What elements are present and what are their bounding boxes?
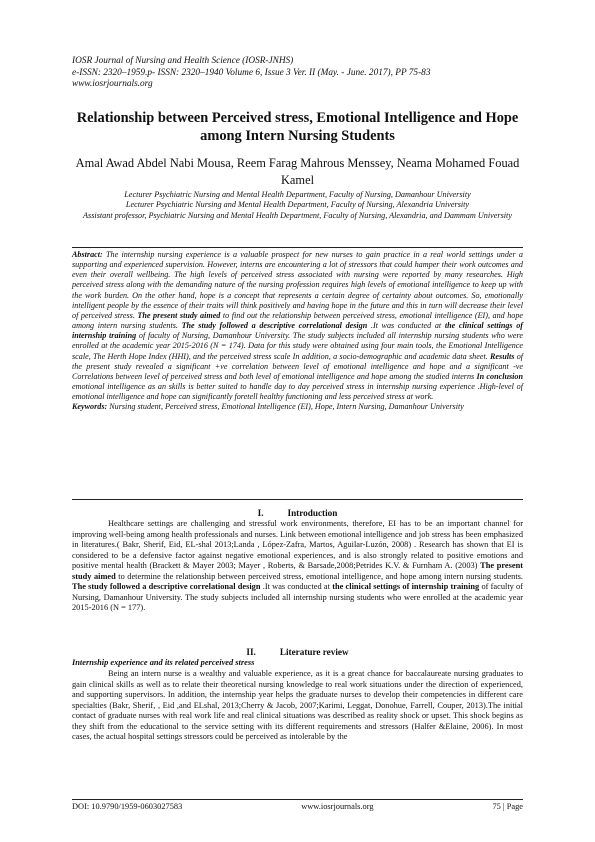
intro-design: .It was conducted at bbox=[262, 582, 330, 592]
abstract-aim-label: The present study aimed bbox=[137, 310, 221, 320]
abstract-design-label: The study followed a descriptive correlational design bbox=[181, 321, 368, 331]
intro-text: Healthcare settings are challenging and stressful work environments, therefore, EI has to be an important channel for improving well-being among health professionals and nurses. Link between emotional intelligence and job stress has been emphasized in literatures.( Bakr, Sherif, Eid, EL-shal 2013;Landa , López-Zafra, Martos, Aguilar-Luzón, 2008) . Research has shown that EI is considered to be a defensive factor against negative emotional experiences, and is also strongly related to positive emotions and positive mental health (Brackett & Mayer 2003; Mayer , Roberts, & Barsade,2008;Petrides K.V. & Furnham A. (2003) bbox=[72, 519, 523, 571]
intro-aim-label: The present study aimed bbox=[72, 561, 523, 581]
page-number: 75 | Page bbox=[492, 802, 523, 811]
keywords-text: Nursing student, Perceived stress, Emotional Intelligence (EI), Hope, Intern Nursing, Damanhour University bbox=[109, 402, 464, 412]
introduction-paragraph bbox=[72, 519, 523, 614]
intro-setting: of faculty of Nursing, Damanhour University. The study subjects included all internship nursing students who were enrolled at the academic year 2015-2016 (N = 177). bbox=[72, 582, 523, 613]
abstract-design: .It was conducted at bbox=[370, 321, 442, 331]
paper-title: Relationship between Perceived stress, Emotional Intelligence and Hope among Intern Nursing Students bbox=[76, 110, 519, 144]
literature-paragraph: Being an intern nurse is a wealthy and valuable experience, as it is a great chance for baccalaureate nursing graduates to gain clinical skills as well as to relate their theoretical nursing knowledge to real work situations under the direction of experienced, and supporting supervisors. In addition, the internship year helps the graduate nurses to develop their competencies in different care specialties (Bakr, Sherif, , Eid ,and ELshal, 2013;Cherry & Jacob, 2007;Karimi, Leggat, Donohue, Farrell, Couper, 2013).The initial contact of graduate nurses with real work life and real clinical situations was described as reality shock or upset. This shock begins as they shift from the educational to the service setting with its different requirements and stressors (Halfer &Elaine, 2006). In most cases, the actual hospital settings stressors could be perceived as intolerable by the bbox=[72, 669, 523, 742]
section-title: Introduction bbox=[287, 508, 338, 518]
abstract-aim: to find out the relationship between perceived stress, emotional intelligence (EI), and hope among intern nursing students. bbox=[72, 310, 524, 331]
doi[interactable]: DOI: 10.9790/1959-0603027583 bbox=[72, 802, 183, 811]
footer-rule bbox=[72, 799, 523, 800]
affiliations bbox=[72, 190, 523, 221]
abstract-conclusion-label: In conclusion bbox=[476, 371, 523, 381]
intro-aim: to determine the relationship between perceived stress, emotional intelligence, and hope among intern nursing students. bbox=[118, 571, 523, 581]
journal-name: IOSR Journal of Nursing and Health Science (IOSR-JNHS) bbox=[72, 56, 294, 66]
intro-design-label: The study followed a descriptive correlational design bbox=[72, 582, 261, 592]
affiliation-1: Lecturer Psychiatric Nursing and Mental Health Department, Faculty of Nursing, Damanhour University bbox=[124, 190, 471, 199]
affiliation-2: Lecturer Psychiatric Nursing and Mental Health Department, Faculty of Nursing, Alexandria University bbox=[125, 200, 470, 210]
abstract-setting-label: the clinical settings of internship training bbox=[72, 321, 523, 341]
abstract-conclusion: emotional intelligence as an skills is better suited to handle day to day perceived stress in internship nursing experience .High-level of emotional intelligence and hope can significantly foretell healthy functioning and less perceived stress at work. bbox=[72, 382, 523, 402]
subsection-heading: Internship experience and its related perceived stress bbox=[72, 658, 255, 667]
abstract-results: of the present study revealed a significant +ve correlation between level of emotional intelligence and hope and a significant -ve Correlations between level of perceived stress and both level of emotional intelligence and hope among the studied interns bbox=[72, 351, 524, 381]
intro-setting-label: the clinical settings of internship training bbox=[332, 582, 480, 592]
abstract-results-label: Results bbox=[490, 351, 515, 361]
page-footer bbox=[72, 801, 523, 812]
section-heading-introduction bbox=[72, 508, 523, 519]
keywords bbox=[72, 402, 523, 412]
abstract-intro: The internship nursing experience is a valuable prospect for new nurses to gain practice in a real world settings under a supporting and experienced supervision. However, interns are encountering a lot of stressors that could hamper their work outcomes and even their overall wellbeing. The high levels of perceived stress associated with nursing were reported by many researches. High perceived stress along with the demanding nature of the nursing profession requires high levels of emotional intelligence to keep up with the work burden. On the other hand, hope is a concept that represents a certain degree of certainty about outcomes. So, emotionally intelligent people by the essence of their traits will think positively and having hope in the future and this in turn will decrease their level of perceived stress. bbox=[72, 250, 523, 320]
footer-site[interactable]: www.iosrjournals.org bbox=[301, 802, 374, 811]
journal-url[interactable]: www.iosrjournals.org bbox=[72, 79, 153, 90]
abstract-setting: of faculty of Nursing, Damanhour University. The study subjects included all internship nursing students who were enrolled at the academic year 2015-2016 (N = 174). Data for this study were obtained using four main tools, the Emotional Intelligence scale, The Herth Hope Index (HHI), and the perceived stress scale In addition, a socio-demographic and academic data sheet. bbox=[72, 331, 523, 361]
section-number: I. bbox=[257, 508, 264, 518]
abstract-top-rule bbox=[72, 247, 523, 248]
author-list: Amal Awad Abdel Nabi Mousa, Reem Farag Mahrous Menssey, Neama Mohamed Fouad Kamel bbox=[75, 156, 520, 187]
abstract-bottom-rule bbox=[72, 499, 523, 500]
section-title: Literature review bbox=[279, 647, 349, 657]
keywords-label: Keywords: bbox=[72, 402, 108, 412]
journal-header bbox=[72, 56, 523, 91]
affiliation-3: Assistant professor, Psychiatric Nursing and Mental Health Department, Faculty of Nursing, Alexandria, and Dammam University bbox=[83, 210, 512, 220]
journal-issn: e-ISSN: 2320–1959.p- ISSN: 2320–1940 Volume 6, Issue 3 Ver. II (May. - June. 2017), PP 75-83 bbox=[72, 67, 431, 78]
abstract bbox=[72, 250, 523, 413]
section-number: II. bbox=[246, 647, 256, 657]
section-heading-literature-review bbox=[72, 647, 523, 658]
abstract-label: Abstract: bbox=[72, 250, 103, 259]
